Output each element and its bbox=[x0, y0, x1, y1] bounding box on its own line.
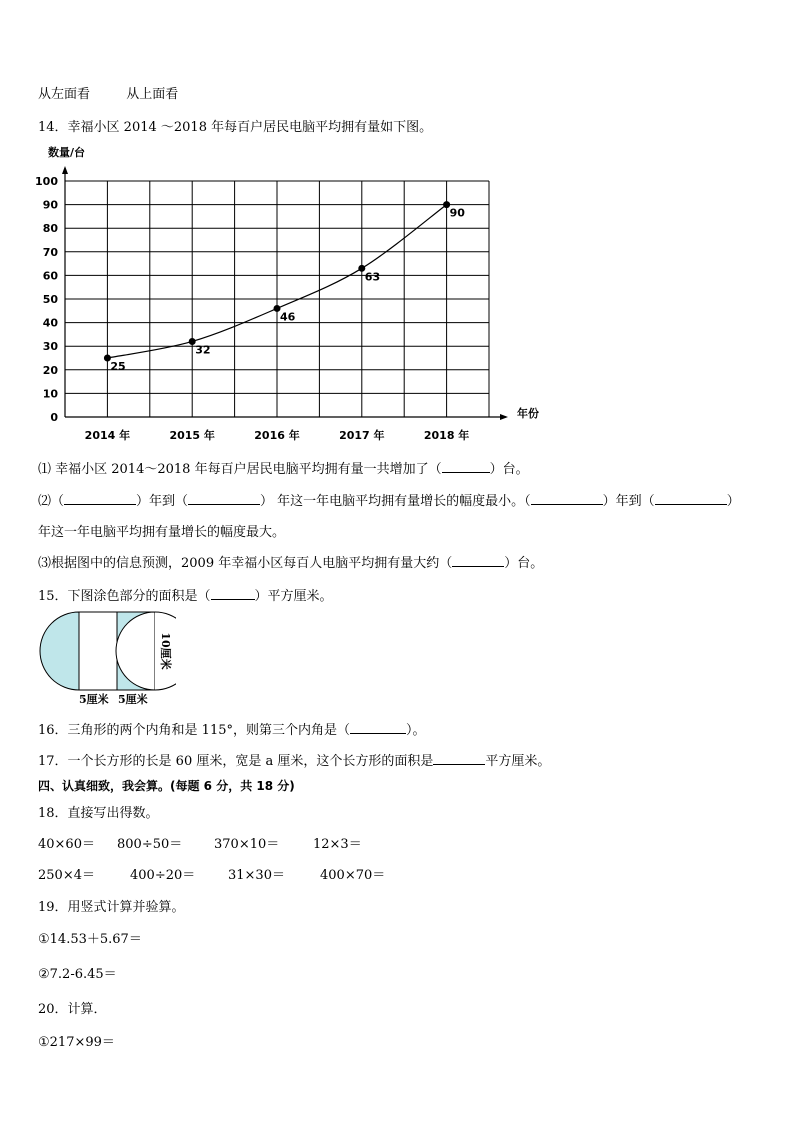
q14-title: 14．幸福小区 2014 ～2018 年每百户居民电脑平均拥有量如下图。 bbox=[38, 120, 433, 135]
q15-text-a: 15．下图涂色部分的面积是（ bbox=[38, 589, 211, 604]
q19-item2: ②7.2-6.45＝ bbox=[38, 967, 117, 982]
y-tick-label: 50 bbox=[42, 293, 58, 306]
y-tick-label: 30 bbox=[42, 340, 58, 354]
x-tick-label: 2015 年 bbox=[169, 429, 215, 442]
q15-text bbox=[38, 585, 333, 604]
rect-strip-left bbox=[79, 612, 117, 690]
x-axis-label: 年份 bbox=[517, 407, 539, 420]
x-tick-labels bbox=[85, 428, 470, 442]
q14-sub2-text-b: ）年到（ bbox=[136, 494, 189, 509]
q20-title: 20．计算． bbox=[38, 1002, 107, 1017]
answer-blank[interactable] bbox=[452, 554, 504, 567]
x-tick-label: 2016 年 bbox=[254, 429, 300, 442]
answer-blank[interactable] bbox=[350, 721, 406, 734]
left-semicircle-shaded bbox=[40, 612, 79, 690]
y-tick-label: 70 bbox=[42, 245, 58, 259]
q14-sub1-text-a: ⑴ 幸福小区 2014～2018 年每百户居民电脑平均拥有量一共增加了（ bbox=[38, 462, 442, 477]
q17-text bbox=[38, 750, 550, 769]
y-tick-label: 90 bbox=[42, 198, 58, 212]
x-tick-label: 2018 年 bbox=[423, 429, 470, 442]
q16-text bbox=[38, 719, 426, 738]
y-tick-label: 80 bbox=[42, 222, 58, 236]
top-view-label: 从上面看 bbox=[126, 87, 179, 102]
x-tick-label: 2014 年 bbox=[84, 429, 131, 442]
q16-text-b: ）。 bbox=[406, 723, 426, 738]
q15-figure bbox=[36, 608, 176, 708]
answer-blank[interactable] bbox=[531, 492, 603, 505]
q14-sub3-text-a: ⑶根据图中的信息预测，2009 年幸福小区每百人电脑平均拥有量大约（ bbox=[38, 556, 453, 571]
q14-sub2-text-c: ） 年这一年电脑平均拥有量增长的幅度最小。（ bbox=[260, 494, 531, 509]
q14-sub2 bbox=[38, 490, 740, 509]
x-tick-label: 2017 年 bbox=[339, 429, 385, 442]
data-label: 46 bbox=[280, 310, 296, 324]
y-tick-label: 10 bbox=[42, 387, 58, 401]
q18-title: 18．直接写出得数。 bbox=[38, 806, 159, 821]
width-label-1: 5厘米 bbox=[79, 693, 109, 706]
y-axis-arrow bbox=[62, 166, 68, 174]
y-tick-label: 60 bbox=[42, 269, 58, 283]
calc-item: 370×10＝ bbox=[214, 837, 280, 852]
calc-item: 40×60＝ bbox=[38, 837, 95, 852]
x-axis-arrow bbox=[500, 414, 508, 420]
calc-item: 400×70＝ bbox=[320, 868, 386, 883]
q14-sub2-line2: 年这一年电脑平均拥有量增长的幅度最大。 bbox=[38, 525, 286, 540]
q14-sub2-text-e: ） bbox=[726, 494, 740, 509]
q15-text-b: ）平方厘米。 bbox=[254, 589, 333, 604]
calc-item: 31×30＝ bbox=[228, 868, 285, 883]
answer-blank[interactable] bbox=[433, 752, 485, 765]
q17-text-b: 平方厘米。 bbox=[485, 754, 551, 769]
q20-item1: ①217×99＝ bbox=[38, 1035, 115, 1050]
height-label: 10厘米 bbox=[159, 632, 172, 670]
q14-sub1 bbox=[38, 458, 529, 477]
line-chart bbox=[0, 0, 794, 460]
chart-grid bbox=[65, 181, 489, 417]
y-tick-labels bbox=[35, 175, 58, 424]
q14-sub2-text-d: ）年到（ bbox=[602, 494, 655, 509]
q19-title: 19．用竖式计算并验算。 bbox=[38, 900, 185, 915]
q14-sub3 bbox=[38, 552, 543, 571]
data-label: 32 bbox=[195, 343, 211, 357]
y-tick-label: 40 bbox=[42, 316, 58, 330]
answer-blank[interactable] bbox=[188, 492, 260, 505]
calc-item: 250×4＝ bbox=[38, 868, 95, 883]
width-label-2: 5厘米 bbox=[118, 693, 148, 706]
calc-item: 800÷50＝ bbox=[117, 837, 183, 852]
q19-item1: ①14.53＋5.67＝ bbox=[38, 932, 142, 947]
q14-sub3-text-b: ）台。 bbox=[504, 556, 544, 571]
y-tick-label: 20 bbox=[42, 363, 58, 377]
calc-item: 400÷20＝ bbox=[130, 868, 196, 883]
y-tick-label: 0 bbox=[50, 411, 58, 424]
answer-blank[interactable] bbox=[655, 492, 727, 505]
y-axis-label: 数量/台 bbox=[48, 146, 86, 159]
data-label: 25 bbox=[110, 360, 126, 373]
data-label: 90 bbox=[449, 206, 465, 220]
y-tick-label: 100 bbox=[35, 175, 58, 188]
data-label: 63 bbox=[364, 270, 381, 284]
q14-sub2-text-a: ⑵（ bbox=[38, 494, 65, 509]
answer-blank[interactable] bbox=[442, 460, 490, 473]
q17-text-a: 17．一个长方形的长是 60 厘米，宽是 a 厘米，这个长方形的面积是 bbox=[38, 754, 434, 769]
left-view-label: 从左面看 bbox=[38, 87, 91, 102]
q16-text-a: 16．三角形的两个内角和是 115°，则第三个内角是（ bbox=[38, 723, 350, 738]
section-4-heading: 四、认真细致，我会算。(每题 6 分，共 18 分) bbox=[38, 779, 295, 793]
q14-sub1-text-b: ）台。 bbox=[489, 462, 529, 477]
answer-blank[interactable] bbox=[64, 492, 136, 505]
calc-item: 12×3＝ bbox=[313, 837, 362, 852]
answer-blank[interactable] bbox=[211, 587, 255, 600]
